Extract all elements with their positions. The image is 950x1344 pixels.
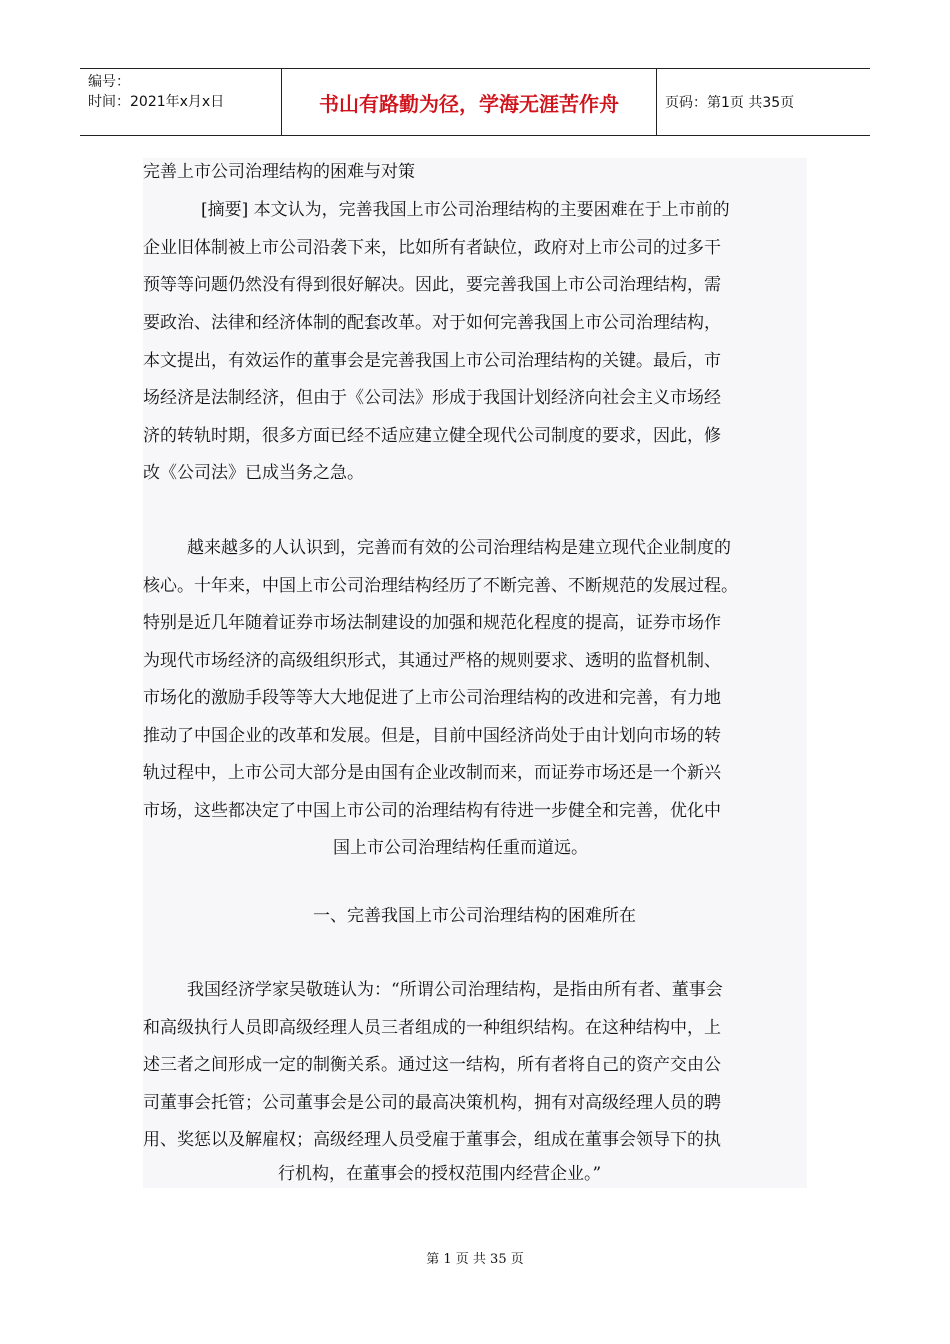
page-footer: 第 1 页 共 35 页: [426, 1252, 524, 1267]
paragraph-line: 市场，这些都决定了中国上市公司的治理结构有待进一步健全和完善，优化中: [143, 801, 721, 821]
document-body: [143, 158, 807, 1188]
paragraph-line: 为现代市场经济的高级组织形式，其通过严格的规则要求、透明的监督机制、: [143, 651, 721, 671]
abstract-line: 济的转轨时期，很多方面已经不适应建立健全现代公司制度的要求，因此，修: [143, 426, 721, 446]
motto-cell: [282, 69, 657, 135]
paragraph-line: 推动了中国企业的改革和发展。但是，目前中国经济尚处于由计划向市场的转: [143, 726, 721, 746]
page-info-cell: [657, 69, 870, 135]
paragraph-line: 司董事会托管；公司董事会是公司的最高决策机构，拥有对高级经理人员的聘: [143, 1093, 721, 1113]
date-label: 时间：2021年x月x日: [88, 94, 225, 110]
section-heading: 一、完善我国上市公司治理结构的困难所在: [313, 906, 636, 926]
abstract-line: [摘要] 本文认为，完善我国上市公司治理结构的主要困难在于上市前的: [201, 200, 730, 220]
abstract-line: 改《公司法》已成当务之急。: [143, 463, 364, 483]
abstract-line: 预等等问题仍然没有得到很好解决。因此，要完善我国上市公司治理结构，需: [143, 275, 721, 295]
paragraph-line: 轨过程中，上市公司大部分是由国有企业改制而来，而证券市场还是一个新兴: [143, 763, 721, 783]
abstract-line: 本文提出，有效运作的董事会是完善我国上市公司治理结构的关键。最后，市: [143, 351, 721, 371]
abstract-line: 要政治、法律和经济体制的配套改革。对于如何完善我国上市公司治理结构，: [143, 313, 721, 333]
paragraph-line: 述三者之间形成一定的制衡关系。通过这一结构，所有者将自己的资产交由公: [143, 1055, 721, 1075]
abstract-line: 企业旧体制被上市公司沿袭下来，比如所有者缺位，政府对上市公司的过多干: [143, 238, 721, 258]
paragraph-line: 和高级执行人员即高级经理人员三者组成的一种组织结构。在这种结构中，上: [143, 1018, 721, 1038]
page-label: 页码：第1页 共35页: [665, 95, 795, 111]
document-title: 完善上市公司治理结构的困难与对策: [143, 162, 415, 182]
paragraph-line: 我国经济学家吴敬琏认为：“所谓公司治理结构，是指由所有者、董事会: [187, 980, 723, 1000]
number-label: 编号：: [88, 74, 130, 90]
paragraph-line: 用、奖惩以及解雇权；高级经理人员受雇于董事会，组成在董事会领导下的执: [143, 1130, 721, 1150]
header-table: [80, 68, 870, 136]
paragraph-line: 市场化的激励手段等等大大地促进了上市公司治理结构的改进和完善，有力地: [143, 688, 721, 708]
paragraph-line: 特别是近几年随着证券市场法制建设的加强和规范化程度的提高，证券市场作: [143, 613, 721, 633]
paragraph-line: 国上市公司治理结构任重而道远。: [333, 838, 588, 858]
paragraph-line: 核心。十年来，中国上市公司治理结构经历了不断完善、不断规范的发展过程。: [143, 576, 738, 596]
paragraph-line: 越来越多的人认识到，完善而有效的公司治理结构是建立现代企业制度的: [187, 538, 731, 558]
header-info-cell: [80, 69, 282, 135]
abstract-line: 场经济是法制经济，但由于《公司法》形成于我国计划经济向社会主义市场经: [143, 388, 721, 408]
motto-text: 书山有路勤为径，学海无涯苦作舟: [319, 91, 619, 116]
paragraph-line: 行机构，在董事会的授权范围内经营企业。”: [278, 1164, 602, 1184]
